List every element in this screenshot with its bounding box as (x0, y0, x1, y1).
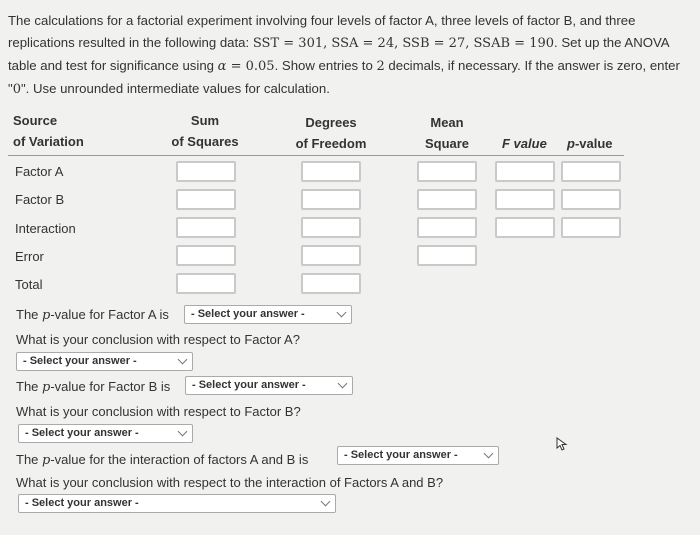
header-source: Source of Variation (13, 113, 84, 149)
factor-a-conclusion-question: What is your conclusion with respect to Factor A? (16, 332, 300, 347)
chevron-down-icon (178, 427, 188, 437)
problem-text: ". Use unrounded intermediate values for calculation. (20, 81, 330, 96)
factor-b-conclusion-question: What is your conclusion with respect to Factor B? (16, 404, 301, 419)
interaction-df-input[interactable] (301, 217, 361, 238)
alpha-value: α = 0.05 (217, 59, 275, 74)
factor-a-df-input[interactable] (301, 161, 361, 182)
given-values: SST = 301, SSA = 24, SSB = 27, SSAB = 190 (252, 36, 555, 51)
error-df-input[interactable] (301, 245, 361, 266)
chevron-down-icon (321, 497, 331, 507)
chevron-down-icon (337, 308, 347, 318)
problem-text: decimals, if necessary. If the answer is zero, enter " (8, 58, 680, 96)
header-f-value: F value (502, 136, 547, 151)
factor-b-df-input[interactable] (301, 189, 361, 210)
decimals-value: 2 (376, 59, 385, 74)
chevron-down-icon (178, 355, 188, 365)
interaction-p-value-select[interactable]: - Select your answer - (337, 446, 499, 465)
interaction-ss-input[interactable] (176, 217, 236, 238)
problem-statement (8, 10, 696, 101)
row-label-factor-b: Factor B (15, 192, 65, 207)
factor-b-p-value-question: The p-value for Factor B is (16, 379, 171, 395)
factor-b-p-value-select[interactable]: - Select your answer - (185, 376, 353, 395)
chevron-down-icon (484, 449, 494, 459)
factor-b-conclusion-select[interactable]: - Select your answer - (18, 424, 193, 443)
mouse-cursor-icon (556, 437, 568, 451)
interaction-f-input[interactable] (495, 217, 555, 238)
total-ss-input[interactable] (176, 273, 236, 294)
interaction-conclusion-question: What is your conclusion with respect to the interaction of Factors A and B? (16, 475, 444, 490)
factor-a-p-input[interactable] (561, 161, 621, 182)
factor-a-ss-input[interactable] (176, 161, 236, 182)
header-sum-of-squares: Sum of Squares (171, 113, 239, 149)
chevron-down-icon (338, 379, 348, 389)
factor-b-f-input[interactable] (495, 189, 555, 210)
error-ms-input[interactable] (417, 245, 477, 266)
error-ss-input[interactable] (176, 245, 236, 266)
problem-text: The calculations for a factorial experiment involving four levels of factor A, three levels of factor B, and three replications resulted in the following data: (8, 13, 636, 50)
factor-a-p-value-select[interactable]: - Select your answer - (184, 305, 352, 324)
interaction-conclusion-select[interactable]: - Select your answer - (18, 494, 336, 513)
interaction-p-input[interactable] (561, 217, 621, 238)
row-label-interaction: Interaction (15, 221, 76, 236)
factor-a-p-value-question: The p-value for Factor A is (16, 307, 169, 323)
problem-text: . Set up the ANOVA table and test for significance using (8, 35, 669, 73)
problem-text: . Show entries to (274, 58, 377, 73)
header-mean-square: Mean Square (424, 115, 470, 151)
factor-a-f-input[interactable] (495, 161, 555, 182)
interaction-ms-input[interactable] (417, 217, 477, 238)
factor-a-ms-input[interactable] (417, 161, 477, 182)
row-label-error: Error (15, 249, 44, 264)
row-label-total: Total (15, 277, 43, 292)
interaction-p-value-question: The p-value for the interaction of factors A and B is (16, 452, 309, 468)
header-divider (8, 155, 624, 156)
header-p-value: p-value (567, 136, 613, 151)
total-df-input[interactable] (301, 273, 361, 294)
header-degrees-of-freedom: Degrees of Freedom (295, 115, 367, 151)
factor-b-ms-input[interactable] (417, 189, 477, 210)
factor-b-p-input[interactable] (561, 189, 621, 210)
row-label-factor-a: Factor A (15, 164, 64, 179)
zero-value: 0 (12, 82, 21, 97)
factor-a-conclusion-select[interactable]: - Select your answer - (16, 352, 193, 371)
factor-b-ss-input[interactable] (176, 189, 236, 210)
